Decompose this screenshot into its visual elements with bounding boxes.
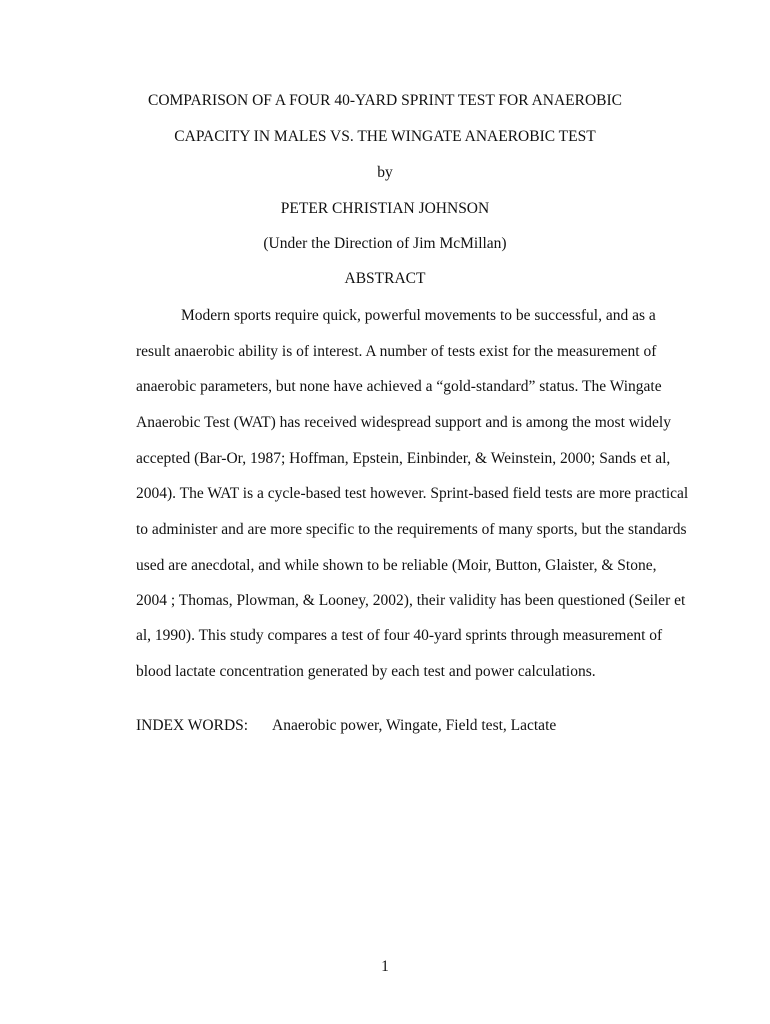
abstract-line: to administer and are more specific to the requirements of many sports, but the standards xyxy=(136,521,687,538)
abstract-heading: ABSTRACT xyxy=(344,270,426,287)
abstract-line: 2004). The WAT is a cycle-based test however. Sprint-based field tests are more practical xyxy=(136,485,689,502)
abstract-line: Anaerobic Test (WAT) has received widespread support and is among the most widely xyxy=(136,414,671,431)
abstract-line: Modern sports require quick, powerful movements to be successful, and as a xyxy=(181,307,656,324)
abstract-line: used are anecdotal, and while shown to be reliable (Moir, Button, Glaister, & Stone, xyxy=(136,557,657,574)
abstract-line: anaerobic parameters, but none have achieved a “gold-standard” status. The Wingate xyxy=(136,378,662,395)
direction-line: (Under the Direction of Jim McMillan) xyxy=(263,235,507,252)
abstract-line: 2004 ; Thomas, Plowman, & Looney, 2002), their validity has been questioned (Seiler et xyxy=(136,592,686,609)
abstract-line: al, 1990). This study compares a test of four 40-yard sprints through measurement of xyxy=(136,627,663,644)
page-number: 1 xyxy=(381,958,389,975)
index-words-values: Anaerobic power, Wingate, Field test, Lactate xyxy=(272,717,557,734)
abstract-line: accepted (Bar-Or, 1987; Hoffman, Epstein, Einbinder, & Weinstein, 2000; Sands et al, xyxy=(136,450,671,467)
abstract-line: result anaerobic ability is of interest. A number of tests exist for the measurement of xyxy=(136,343,657,360)
index-words-label: INDEX WORDS: xyxy=(136,717,249,734)
abstract-line: blood lactate concentration generated by each test and power calculations. xyxy=(136,663,596,680)
author-name: PETER CHRISTIAN JOHNSON xyxy=(280,200,490,217)
title-line-2: CAPACITY IN MALES VS. THE WINGATE ANAEROBIC TEST xyxy=(174,128,596,145)
by-line: by xyxy=(377,164,393,181)
title-line-1: COMPARISON OF A FOUR 40-YARD SPRINT TEST FOR ANAEROBIC xyxy=(147,92,623,109)
